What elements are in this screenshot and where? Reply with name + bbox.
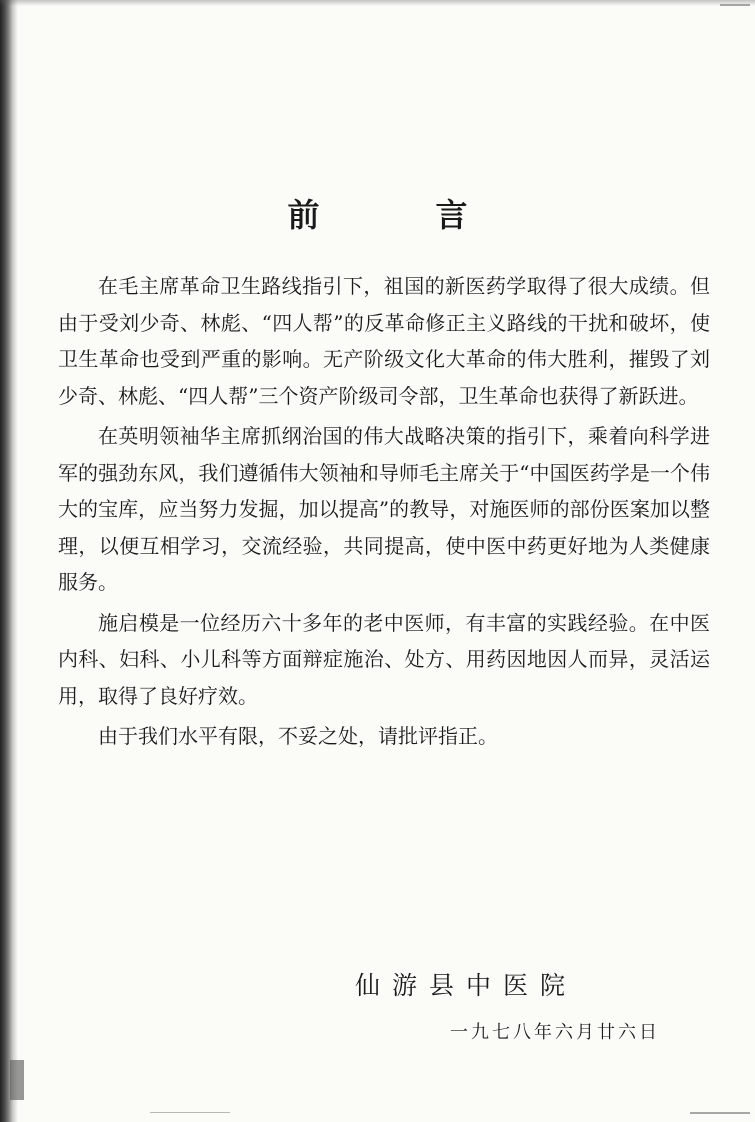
scan-artifact <box>690 1112 750 1114</box>
binding-edge <box>0 0 18 1122</box>
scan-artifact <box>720 4 750 6</box>
page-title: 前 言 <box>287 196 510 234</box>
paragraph-3: 施启模是一位经历六十多年的老中医师，有丰富的实践经验。在中医内科、妇科、小儿科等方面辩症施治、处方、用药因地因人而异，灵活运用，取得了良好疗效。 <box>58 610 710 708</box>
paragraph-2: 在英明领袖华主席抓纲治国的伟大战略决策的指引下，乘着向科学进军的强劲东风，我们遵循伟大领袖和导师毛主席关于“中国医药学是一个伟大的宝库，应当努力发掘，加以提高”的教导，对施医师的部份医案加以整理，以便互相学习，交流经验，共同提高，使中医中药更好地为人类健康服务。 <box>58 424 710 594</box>
preface-body <box>58 268 710 759</box>
signature: 仙游县中医院 <box>355 971 578 1000</box>
scan-artifact <box>10 1060 24 1100</box>
paragraph-4: 由于我们水平有限，不妥之处，请批评指正。 <box>98 724 498 748</box>
scan-artifact <box>150 1112 230 1113</box>
date: 一九七八年六月廿六日 <box>450 1022 660 1043</box>
top-edge-shadow <box>0 0 755 6</box>
paragraph-1: 在毛主席革命卫生路线指引下，祖国的新医药学取得了很大成绩。但由于受刘少奇、林彪、“四人帮”的反革命修正主义路线的干扰和破坏，使卫生革命也受到严重的影响。无产阶级文化大革命的伟大胜利，摧毁了刘少奇、林彪、“四人帮”三个资产阶级司令部，卫生革命也获得了新跃进。 <box>58 274 710 408</box>
